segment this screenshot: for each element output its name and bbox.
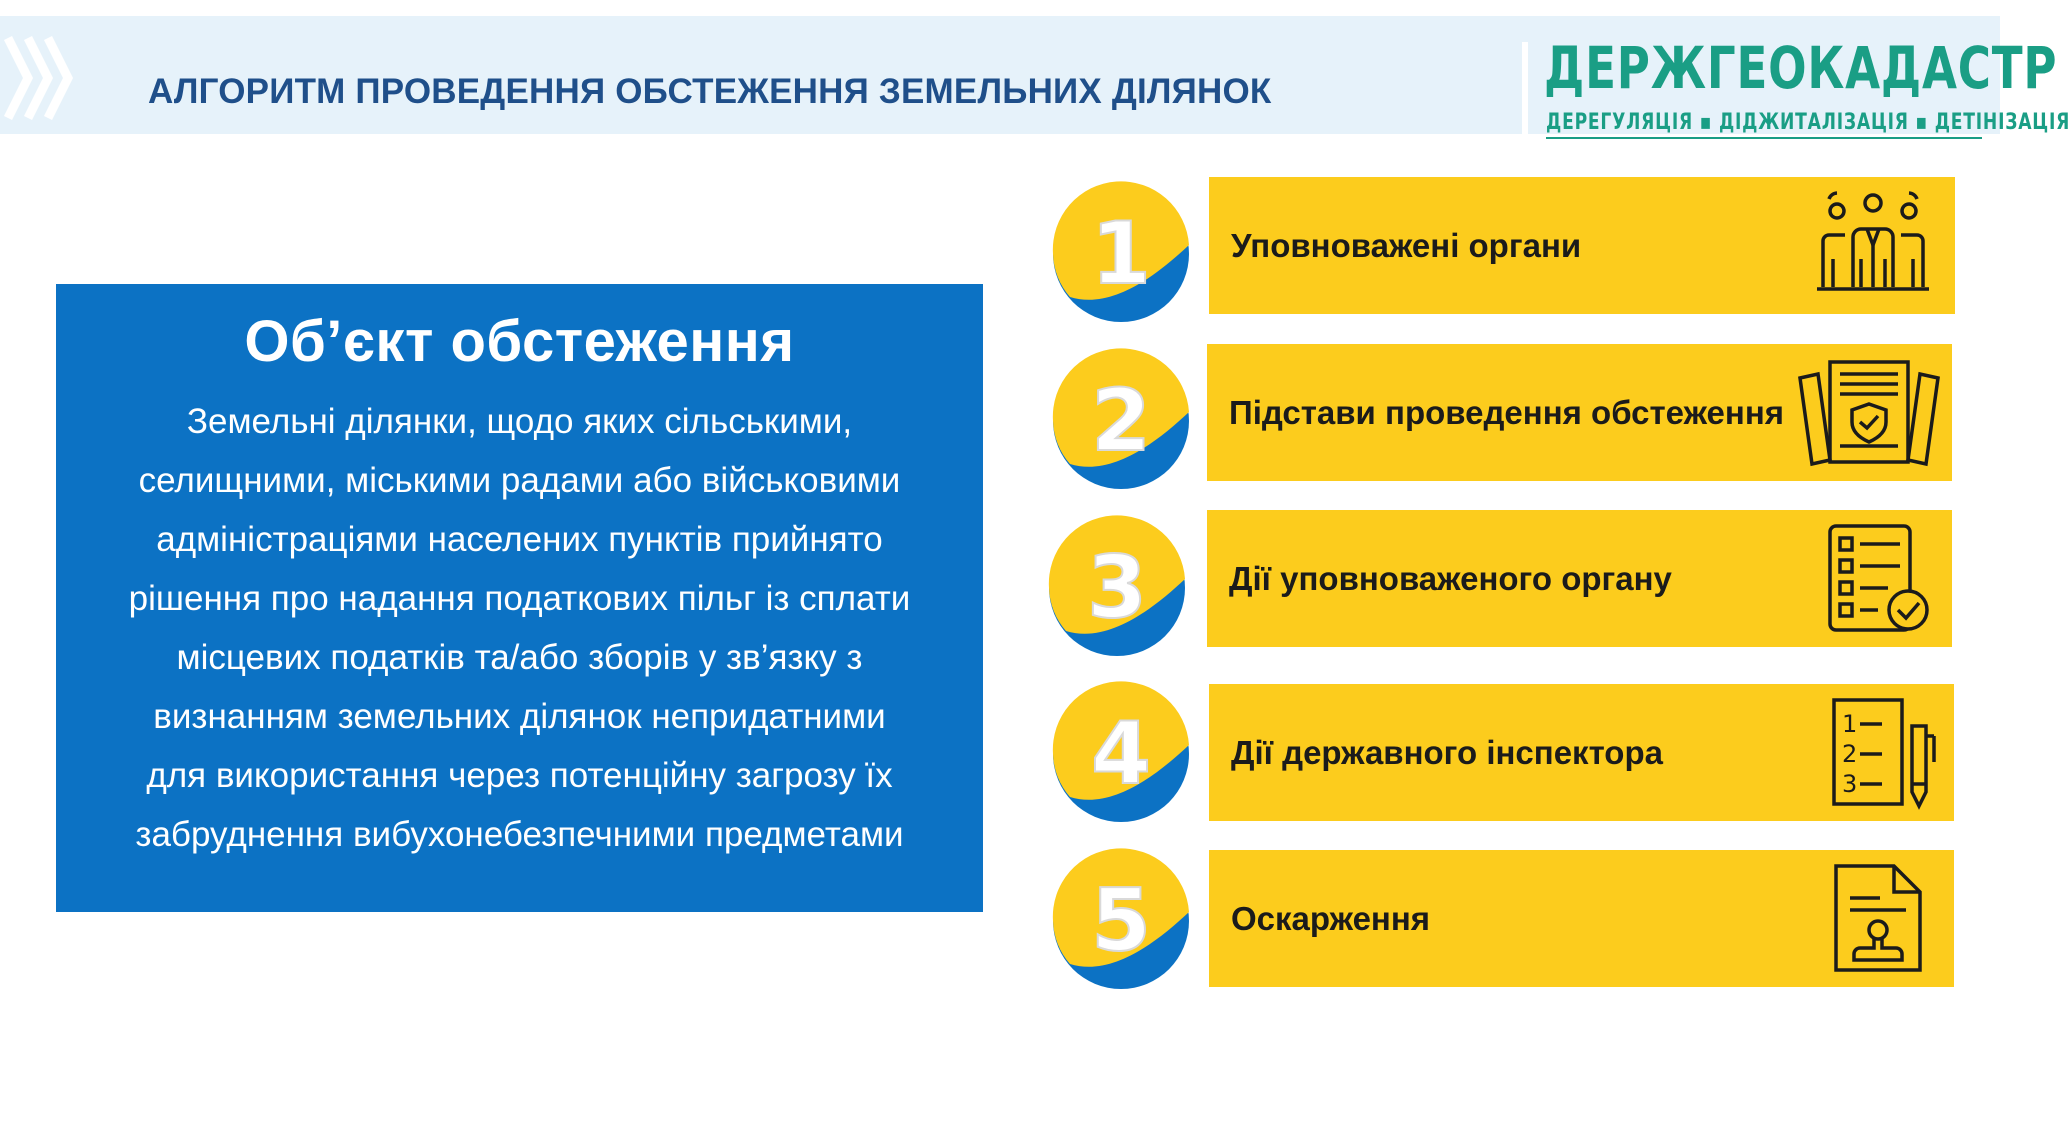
step-item <box>1207 344 1952 481</box>
step-item <box>1209 177 1955 314</box>
object-line: місцевих податків та/або зборів у зв’язку з <box>176 638 863 677</box>
object-line: забруднення вибухонебезпечними предметами <box>135 815 904 854</box>
object-line: рішення про надання податкових пільг із сплати <box>128 579 911 618</box>
step-number-badge <box>1052 185 1190 323</box>
checklist-icon <box>1818 522 1938 634</box>
step-item <box>1209 684 1954 821</box>
documents-shield-icon <box>1794 356 1944 468</box>
step-number: 5 <box>1091 871 1151 971</box>
numbered-list-pen-icon <box>1820 696 1940 808</box>
step-number-badge <box>1052 852 1190 990</box>
officials-icon <box>1813 189 1933 301</box>
svg-text:2: 2 <box>1842 740 1858 768</box>
step-number-badge <box>1052 685 1190 823</box>
object-line: визнанням земельних ділянок непридатними <box>153 697 886 736</box>
logo-tagline: ДЕРЕГУЛЯЦІЯ ▪ ДІДЖИТАЛІЗАЦІЯ ▪ ДЕТІНІЗАЦІЯ <box>1546 110 2070 135</box>
step-label: Дії уповноваженого органу <box>1229 560 1672 597</box>
step-item <box>1207 510 1952 647</box>
object-line: Земельні ділянки, щодо яких сільськими, <box>186 402 853 441</box>
svg-text:3: 3 <box>1842 770 1858 798</box>
step-number: 1 <box>1091 204 1151 304</box>
step-number: 3 <box>1087 538 1147 638</box>
step-label: Оскарження <box>1231 900 1431 937</box>
object-line: селищними, міськими радами або військовими <box>138 461 901 500</box>
page-title: АЛГОРИТМ ПРОВЕДЕННЯ ОБСТЕЖЕННЯ ЗЕМЕЛЬНИХ ДІЛЯНОК <box>148 72 1272 111</box>
step-number-badge <box>1048 519 1186 657</box>
object-line: адміністраціями населених пунктів прийнято <box>156 520 883 559</box>
stamp-document-icon <box>1820 862 1940 974</box>
object-title: Об’єкт обстеження <box>244 309 795 374</box>
step-number-badge <box>1052 352 1190 490</box>
step-label: Дії державного інспектора <box>1231 734 1663 771</box>
object-line: для використання через потенційну загрозу їх <box>146 756 893 795</box>
step-item <box>1209 850 1954 987</box>
svg-text:1: 1 <box>1842 710 1858 738</box>
step-number: 2 <box>1091 371 1151 471</box>
step-label: Підстави проведення обстеження <box>1229 394 1785 431</box>
step-label: Уповноважені органи <box>1231 227 1582 264</box>
logo-name: ДЕРЖГЕОКАДАСТР <box>1544 34 2058 102</box>
step-number: 4 <box>1091 704 1151 804</box>
